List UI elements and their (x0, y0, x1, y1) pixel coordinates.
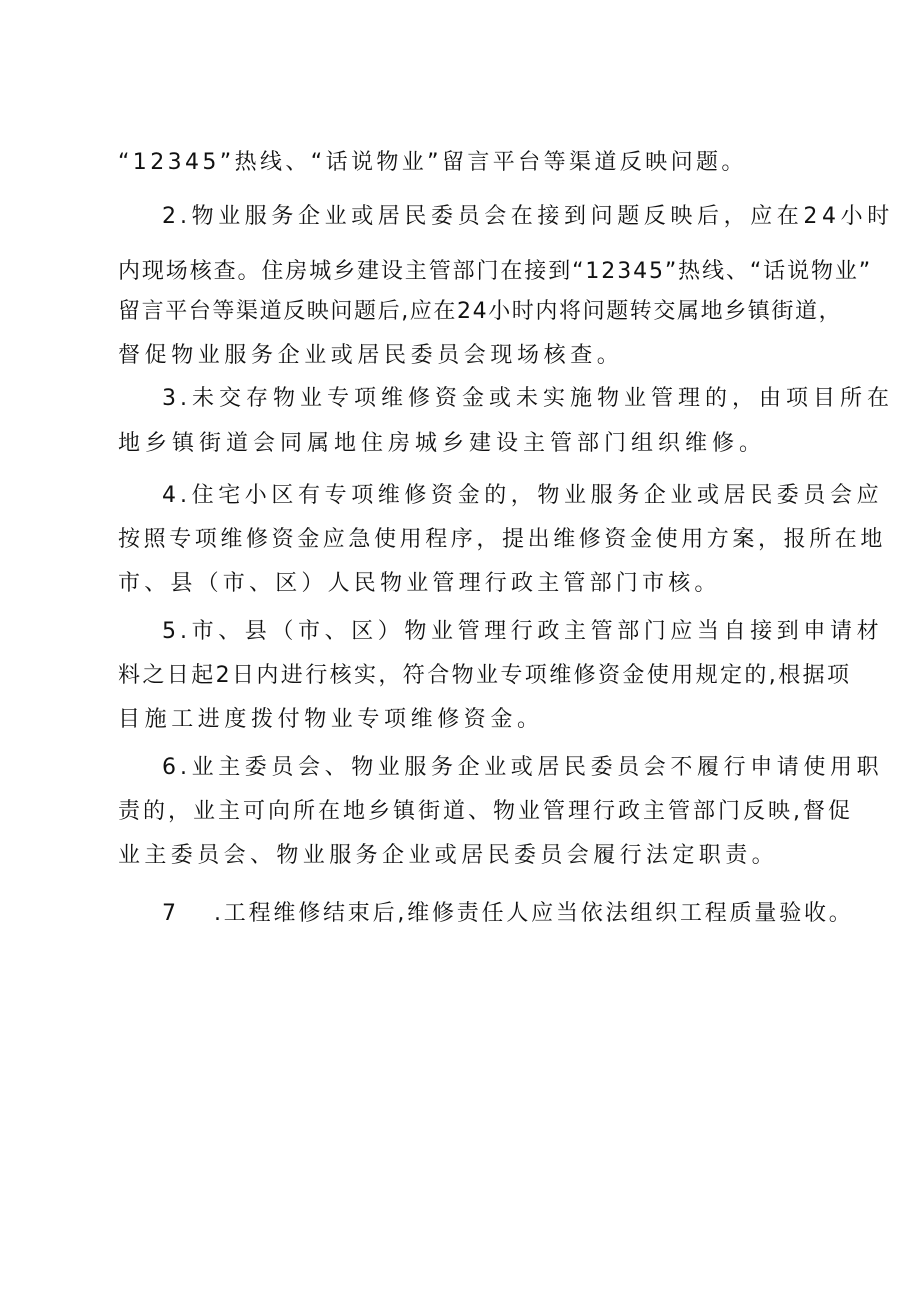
paragraph-4-line-3: 市、县（市、区）人民物业管理行政主管部门市核。 (118, 571, 721, 596)
paragraph-3-line-1: .未交存物业专项维修资金或未实施物业管理的，由项目所在 (180, 386, 894, 411)
paragraph-2-line-4: 督促物业服务企业或居民委员会现场核查。 (118, 343, 624, 368)
paragraph-3-line-2: 地乡镇街道会同属地住房城乡建设主管部门组织维修。 (118, 431, 767, 456)
paragraph-2-line-3: 留言平台等渠道反映问题后,应在24小时内将问题转交属地乡镇街道， (118, 299, 843, 324)
paragraph-5-line-1: .市、县（市、区）物业管理行政主管部门应当自接到申请材 (180, 619, 884, 644)
paragraph-2-line-1: .物业服务企业或居民委员会在接到问题反映后，应在24小时 (180, 204, 894, 229)
paragraph-5-number: 5 (162, 619, 176, 644)
paragraph-6-number: 6 (162, 755, 176, 780)
paragraph-4-number: 4 (162, 483, 176, 508)
paragraph-1-line-1: “12345”热线、“话说物业”留言平台等渠道反映问题。 (118, 150, 747, 175)
paragraph-6-line-3: 业主委员会、物业服务企业或居民委员会履行法定职责。 (118, 843, 779, 868)
paragraph-6-line-2: 责的，业主可向所在地乡镇街道、物业管理行政主管部门反映,督促 (118, 799, 853, 824)
paragraph-7-number: 7 (162, 901, 176, 926)
paragraph-4-line-2: 按照专项维修资金应急使用程序，提出维修资金使用方案，报所在地 (118, 527, 887, 552)
paragraph-2-number: 2 (162, 204, 176, 229)
paragraph-4-line-1: .住宅小区有专项维修资金的，物业服务企业或居民委员会应 (180, 483, 884, 508)
paragraph-7-line-1: .工程维修结束后,维修责任人应当依法组织工程质量验收。 (214, 901, 854, 926)
paragraph-6-line-1: .业主委员会、物业服务企业或居民委员会不履行申请使用职 (180, 755, 884, 780)
paragraph-3-number: 3 (162, 386, 176, 411)
paragraph-2-line-2: 内现场核查。住房城乡建设主管部门在接到“12345”热线、“话说物业” (118, 259, 873, 284)
paragraph-5-line-2: 料之日起2日内进行核实，符合物业专项维修资金使用规定的,根据项 (118, 663, 852, 688)
paragraph-5-line-3: 目施工进度拨付物业专项维修资金。 (118, 707, 544, 732)
